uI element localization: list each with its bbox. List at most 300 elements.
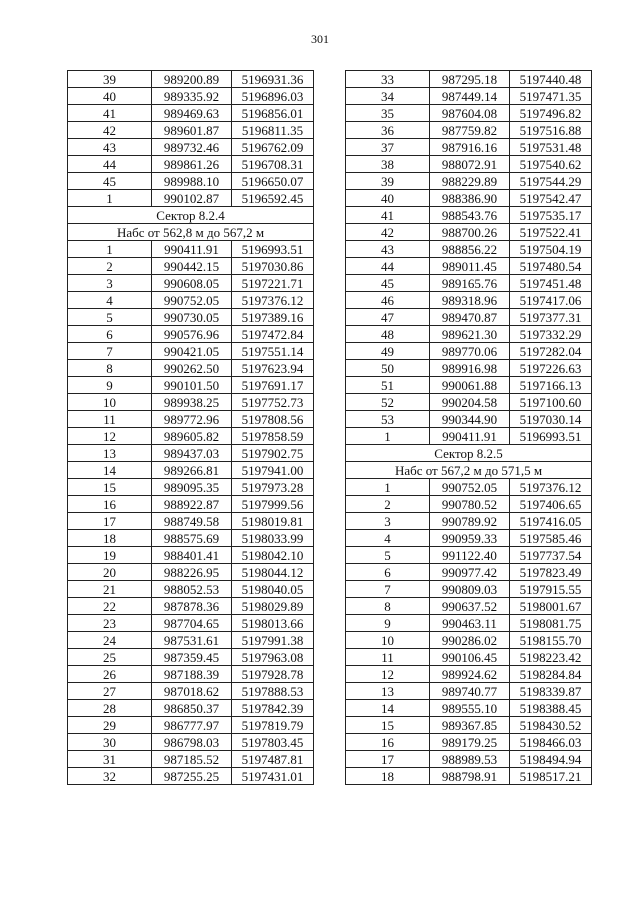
coordinate-y: 5197221.71 bbox=[232, 275, 314, 292]
coordinate-y: 5197504.19 bbox=[510, 241, 592, 258]
coordinate-x: 991122.40 bbox=[430, 547, 510, 564]
point-number: 41 bbox=[68, 105, 152, 122]
coordinate-y: 5197999.56 bbox=[232, 496, 314, 513]
point-number: 43 bbox=[68, 139, 152, 156]
coordinate-y: 5196762.09 bbox=[232, 139, 314, 156]
coordinate-y: 5197472.84 bbox=[232, 326, 314, 343]
coordinate-x: 990442.15 bbox=[152, 258, 232, 275]
coordinate-y: 5197752.73 bbox=[232, 394, 314, 411]
coordinate-y: 5197376.12 bbox=[232, 292, 314, 309]
coordinate-y: 5197691.17 bbox=[232, 377, 314, 394]
coordinate-x: 990421.05 bbox=[152, 343, 232, 360]
point-number: 3 bbox=[346, 513, 430, 530]
coordinate-y: 5198081.75 bbox=[510, 615, 592, 632]
section-header: Сектор 8.2.4 bbox=[68, 207, 314, 224]
table-row bbox=[68, 326, 314, 343]
table-row bbox=[346, 564, 592, 581]
coordinate-y: 5197544.29 bbox=[510, 173, 592, 190]
section-header-row bbox=[346, 462, 592, 479]
coordinate-x: 986850.37 bbox=[152, 700, 232, 717]
coordinate-x: 987018.62 bbox=[152, 683, 232, 700]
coordinate-y: 5197487.81 bbox=[232, 751, 314, 768]
table-row bbox=[346, 615, 592, 632]
coordinate-y: 5197928.78 bbox=[232, 666, 314, 683]
coordinate-y: 5197471.35 bbox=[510, 88, 592, 105]
point-number: 46 bbox=[346, 292, 430, 309]
coordinate-x: 987878.36 bbox=[152, 598, 232, 615]
point-number: 44 bbox=[68, 156, 152, 173]
point-number: 31 bbox=[68, 751, 152, 768]
coordinate-y: 5196931.36 bbox=[232, 71, 314, 88]
point-number: 19 bbox=[68, 547, 152, 564]
section-header-row bbox=[346, 445, 592, 462]
coordinate-x: 990344.90 bbox=[430, 411, 510, 428]
point-number: 4 bbox=[346, 530, 430, 547]
coordinate-x: 988543.76 bbox=[430, 207, 510, 224]
table-row bbox=[68, 581, 314, 598]
coordinate-x: 986777.97 bbox=[152, 717, 232, 734]
table-row bbox=[346, 751, 592, 768]
table-row bbox=[346, 275, 592, 292]
table-row bbox=[68, 88, 314, 105]
section-header-row bbox=[68, 224, 314, 241]
coordinate-x: 988229.89 bbox=[430, 173, 510, 190]
table-row bbox=[68, 547, 314, 564]
point-number: 7 bbox=[346, 581, 430, 598]
point-number: 16 bbox=[68, 496, 152, 513]
coordinate-x: 989601.87 bbox=[152, 122, 232, 139]
coordinate-y: 5197431.01 bbox=[232, 768, 314, 785]
coordinate-y: 5197540.62 bbox=[510, 156, 592, 173]
coordinate-x: 990463.11 bbox=[430, 615, 510, 632]
page-number: 301 bbox=[311, 32, 329, 46]
table-row bbox=[346, 326, 592, 343]
table-row bbox=[346, 411, 592, 428]
point-number: 11 bbox=[68, 411, 152, 428]
point-number: 18 bbox=[346, 768, 430, 785]
coordinate-x: 990106.45 bbox=[430, 649, 510, 666]
table-row bbox=[346, 258, 592, 275]
table-row bbox=[346, 292, 592, 309]
coordinate-x: 989179.25 bbox=[430, 734, 510, 751]
table-row bbox=[68, 343, 314, 360]
coordinate-x: 990262.50 bbox=[152, 360, 232, 377]
point-number: 30 bbox=[68, 734, 152, 751]
coordinate-x: 990730.05 bbox=[152, 309, 232, 326]
point-number: 53 bbox=[346, 411, 430, 428]
table-row bbox=[346, 207, 592, 224]
coordinate-y: 5198466.03 bbox=[510, 734, 592, 751]
coordinate-y: 5198223.42 bbox=[510, 649, 592, 666]
coordinate-x: 988798.91 bbox=[430, 768, 510, 785]
coordinate-x: 987759.82 bbox=[430, 122, 510, 139]
point-number: 21 bbox=[68, 581, 152, 598]
coordinate-y: 5197808.56 bbox=[232, 411, 314, 428]
coordinate-y: 5198494.94 bbox=[510, 751, 592, 768]
point-number: 50 bbox=[346, 360, 430, 377]
point-number: 35 bbox=[346, 105, 430, 122]
coordinate-x: 989988.10 bbox=[152, 173, 232, 190]
table-row bbox=[346, 190, 592, 207]
point-number: 9 bbox=[68, 377, 152, 394]
table-row bbox=[346, 224, 592, 241]
coordinate-x: 990061.88 bbox=[430, 377, 510, 394]
table-row bbox=[68, 462, 314, 479]
table-row bbox=[346, 649, 592, 666]
coordinate-y: 5198042.10 bbox=[232, 547, 314, 564]
table-row bbox=[68, 564, 314, 581]
coordinate-y: 5198019.81 bbox=[232, 513, 314, 530]
table-row bbox=[68, 513, 314, 530]
table-row bbox=[68, 768, 314, 785]
point-number: 6 bbox=[68, 326, 152, 343]
point-number: 5 bbox=[346, 547, 430, 564]
table-row bbox=[346, 139, 592, 156]
coordinate-y: 5197902.75 bbox=[232, 445, 314, 462]
coordinate-x: 988856.22 bbox=[430, 241, 510, 258]
table-row bbox=[346, 156, 592, 173]
point-number: 12 bbox=[68, 428, 152, 445]
table-row bbox=[346, 666, 592, 683]
coordinate-x: 990959.33 bbox=[430, 530, 510, 547]
point-number: 5 bbox=[68, 309, 152, 326]
coordinate-y: 5197376.12 bbox=[510, 479, 592, 496]
table-row bbox=[68, 479, 314, 496]
coordinate-y: 5198040.05 bbox=[232, 581, 314, 598]
coordinate-y: 5197516.88 bbox=[510, 122, 592, 139]
coordinate-x: 990809.03 bbox=[430, 581, 510, 598]
coordinate-y: 5197417.06 bbox=[510, 292, 592, 309]
table-row bbox=[68, 71, 314, 88]
point-number: 1 bbox=[68, 241, 152, 258]
coordinate-x: 986798.03 bbox=[152, 734, 232, 751]
table-row bbox=[346, 394, 592, 411]
table-row bbox=[68, 615, 314, 632]
coordinate-x: 989621.30 bbox=[430, 326, 510, 343]
coordinate-x: 989266.81 bbox=[152, 462, 232, 479]
table-row bbox=[68, 649, 314, 666]
point-number: 43 bbox=[346, 241, 430, 258]
point-number: 14 bbox=[68, 462, 152, 479]
table-row bbox=[68, 156, 314, 173]
point-number: 24 bbox=[68, 632, 152, 649]
coordinate-y: 5198001.67 bbox=[510, 598, 592, 615]
coordinate-x: 987704.65 bbox=[152, 615, 232, 632]
coordinate-y: 5197389.16 bbox=[232, 309, 314, 326]
table-row bbox=[346, 343, 592, 360]
coordinate-x: 990752.05 bbox=[152, 292, 232, 309]
coordinate-y: 5197973.28 bbox=[232, 479, 314, 496]
section-header: Сектор 8.2.5 bbox=[346, 445, 592, 462]
coordinate-x: 989335.92 bbox=[152, 88, 232, 105]
point-number: 11 bbox=[346, 649, 430, 666]
coordinate-y: 5196896.03 bbox=[232, 88, 314, 105]
coordinate-x: 989165.76 bbox=[430, 275, 510, 292]
coordinate-x: 988401.41 bbox=[152, 547, 232, 564]
table-row bbox=[346, 530, 592, 547]
coordinate-x: 989470.87 bbox=[430, 309, 510, 326]
coordinate-y: 5196811.35 bbox=[232, 122, 314, 139]
point-number: 8 bbox=[68, 360, 152, 377]
coordinate-y: 5198517.21 bbox=[510, 768, 592, 785]
point-number: 48 bbox=[346, 326, 430, 343]
table-row bbox=[68, 173, 314, 190]
point-number: 14 bbox=[346, 700, 430, 717]
point-number: 17 bbox=[346, 751, 430, 768]
table-row bbox=[68, 360, 314, 377]
coordinate-y: 5197842.39 bbox=[232, 700, 314, 717]
table-row bbox=[68, 683, 314, 700]
coordinate-y: 5197963.08 bbox=[232, 649, 314, 666]
coordinate-x: 988052.53 bbox=[152, 581, 232, 598]
coordinate-y: 5197030.86 bbox=[232, 258, 314, 275]
coordinate-y: 5197332.29 bbox=[510, 326, 592, 343]
coordinate-y: 5197496.82 bbox=[510, 105, 592, 122]
table-row bbox=[346, 496, 592, 513]
table-row bbox=[68, 428, 314, 445]
coordinate-y: 5197406.65 bbox=[510, 496, 592, 513]
point-number: 6 bbox=[346, 564, 430, 581]
coordinate-y: 5197226.63 bbox=[510, 360, 592, 377]
coordinate-x: 989437.03 bbox=[152, 445, 232, 462]
coordinate-y: 5197531.48 bbox=[510, 139, 592, 156]
table-row bbox=[68, 530, 314, 547]
point-number: 1 bbox=[346, 428, 430, 445]
coordinate-y: 5197941.00 bbox=[232, 462, 314, 479]
point-number: 36 bbox=[346, 122, 430, 139]
point-number: 40 bbox=[68, 88, 152, 105]
table-row bbox=[346, 683, 592, 700]
coordinate-x: 987449.14 bbox=[430, 88, 510, 105]
point-number: 38 bbox=[346, 156, 430, 173]
table-row bbox=[68, 751, 314, 768]
table-row bbox=[68, 598, 314, 615]
coordinate-y: 5198339.87 bbox=[510, 683, 592, 700]
point-number: 32 bbox=[68, 768, 152, 785]
point-number: 9 bbox=[346, 615, 430, 632]
coordinate-x: 989095.35 bbox=[152, 479, 232, 496]
section-header-row bbox=[68, 207, 314, 224]
coordinate-x: 990576.96 bbox=[152, 326, 232, 343]
coordinate-x: 989916.98 bbox=[430, 360, 510, 377]
coordinate-y: 5196856.01 bbox=[232, 105, 314, 122]
coordinate-y: 5198033.99 bbox=[232, 530, 314, 547]
coordinate-x: 989924.62 bbox=[430, 666, 510, 683]
coordinate-y: 5197480.54 bbox=[510, 258, 592, 275]
table-row bbox=[346, 598, 592, 615]
coordinate-y: 5197535.17 bbox=[510, 207, 592, 224]
coordinate-y: 5196993.51 bbox=[232, 241, 314, 258]
coordinate-y: 5197819.79 bbox=[232, 717, 314, 734]
table-row bbox=[68, 666, 314, 683]
coordinate-y: 5197416.05 bbox=[510, 513, 592, 530]
coordinate-x: 988749.58 bbox=[152, 513, 232, 530]
point-number: 16 bbox=[346, 734, 430, 751]
table-row bbox=[68, 700, 314, 717]
coordinate-x: 989772.96 bbox=[152, 411, 232, 428]
coordinate-x: 990977.42 bbox=[430, 564, 510, 581]
coordinate-x: 989011.45 bbox=[430, 258, 510, 275]
point-number: 26 bbox=[68, 666, 152, 683]
coordinate-x: 990102.87 bbox=[152, 190, 232, 207]
coordinate-x: 987295.18 bbox=[430, 71, 510, 88]
table-row bbox=[346, 632, 592, 649]
coordinate-x: 990411.91 bbox=[430, 428, 510, 445]
coordinate-x: 989469.63 bbox=[152, 105, 232, 122]
point-number: 13 bbox=[346, 683, 430, 700]
table-row bbox=[68, 139, 314, 156]
coordinate-y: 5197282.04 bbox=[510, 343, 592, 360]
point-number: 10 bbox=[68, 394, 152, 411]
coordinate-y: 5196993.51 bbox=[510, 428, 592, 445]
point-number: 28 bbox=[68, 700, 152, 717]
table-row bbox=[346, 88, 592, 105]
coordinate-y: 5198029.89 bbox=[232, 598, 314, 615]
coordinate-x: 990780.52 bbox=[430, 496, 510, 513]
coordinate-x: 988989.53 bbox=[430, 751, 510, 768]
coordinates-table-left bbox=[67, 70, 314, 785]
coordinate-y: 5197858.59 bbox=[232, 428, 314, 445]
point-number: 49 bbox=[346, 343, 430, 360]
coordinate-y: 5198284.84 bbox=[510, 666, 592, 683]
table-row bbox=[68, 309, 314, 326]
table-row bbox=[346, 122, 592, 139]
table-row bbox=[346, 173, 592, 190]
coordinate-x: 989367.85 bbox=[430, 717, 510, 734]
coordinate-x: 987916.16 bbox=[430, 139, 510, 156]
coordinate-x: 990411.91 bbox=[152, 241, 232, 258]
coordinate-x: 990637.52 bbox=[430, 598, 510, 615]
coordinate-x: 987255.25 bbox=[152, 768, 232, 785]
point-number: 39 bbox=[346, 173, 430, 190]
table-row bbox=[68, 105, 314, 122]
table-row bbox=[346, 513, 592, 530]
point-number: 18 bbox=[68, 530, 152, 547]
point-number: 45 bbox=[68, 173, 152, 190]
point-number: 37 bbox=[346, 139, 430, 156]
point-number: 42 bbox=[346, 224, 430, 241]
coordinate-x: 990789.92 bbox=[430, 513, 510, 530]
point-number: 4 bbox=[68, 292, 152, 309]
table-row bbox=[68, 496, 314, 513]
table-row bbox=[68, 258, 314, 275]
point-number: 40 bbox=[346, 190, 430, 207]
coordinate-y: 5197377.31 bbox=[510, 309, 592, 326]
coordinate-y: 5197440.48 bbox=[510, 71, 592, 88]
table-row bbox=[346, 700, 592, 717]
point-number: 7 bbox=[68, 343, 152, 360]
table-row bbox=[346, 71, 592, 88]
coordinate-y: 5196708.31 bbox=[232, 156, 314, 173]
section-header: Набс от 562,8 м до 567,2 м bbox=[68, 224, 314, 241]
coordinate-y: 5197823.49 bbox=[510, 564, 592, 581]
coordinate-x: 990204.58 bbox=[430, 394, 510, 411]
coordinate-x: 989732.46 bbox=[152, 139, 232, 156]
table-row bbox=[68, 122, 314, 139]
coordinate-y: 5197991.38 bbox=[232, 632, 314, 649]
coordinate-x: 989200.89 bbox=[152, 71, 232, 88]
point-number: 47 bbox=[346, 309, 430, 326]
coordinate-x: 989861.26 bbox=[152, 156, 232, 173]
coordinate-y: 5197803.45 bbox=[232, 734, 314, 751]
coordinate-x: 988700.26 bbox=[430, 224, 510, 241]
point-number: 23 bbox=[68, 615, 152, 632]
table-row bbox=[346, 581, 592, 598]
point-number: 33 bbox=[346, 71, 430, 88]
point-number: 12 bbox=[346, 666, 430, 683]
table-row bbox=[346, 547, 592, 564]
table-row bbox=[346, 309, 592, 326]
table-row bbox=[346, 360, 592, 377]
section-header: Набс от 567,2 м до 571,5 м bbox=[346, 462, 592, 479]
point-number: 3 bbox=[68, 275, 152, 292]
table-row bbox=[68, 411, 314, 428]
coordinate-x: 990752.05 bbox=[430, 479, 510, 496]
point-number: 15 bbox=[68, 479, 152, 496]
coordinate-x: 988226.95 bbox=[152, 564, 232, 581]
point-number: 51 bbox=[346, 377, 430, 394]
coordinate-y: 5197166.13 bbox=[510, 377, 592, 394]
table-row bbox=[68, 377, 314, 394]
point-number: 39 bbox=[68, 71, 152, 88]
point-number: 42 bbox=[68, 122, 152, 139]
table-row bbox=[68, 292, 314, 309]
coordinate-y: 5198013.66 bbox=[232, 615, 314, 632]
coordinate-x: 988386.90 bbox=[430, 190, 510, 207]
point-number: 29 bbox=[68, 717, 152, 734]
table-row bbox=[346, 479, 592, 496]
coordinate-x: 987604.08 bbox=[430, 105, 510, 122]
point-number: 13 bbox=[68, 445, 152, 462]
point-number: 15 bbox=[346, 717, 430, 734]
point-number: 34 bbox=[346, 88, 430, 105]
point-number: 17 bbox=[68, 513, 152, 530]
point-number: 2 bbox=[346, 496, 430, 513]
point-number: 20 bbox=[68, 564, 152, 581]
point-number: 8 bbox=[346, 598, 430, 615]
table-row bbox=[68, 275, 314, 292]
coordinate-x: 987188.39 bbox=[152, 666, 232, 683]
coordinate-y: 5197522.41 bbox=[510, 224, 592, 241]
coordinate-x: 987531.61 bbox=[152, 632, 232, 649]
coordinates-table-right bbox=[345, 70, 592, 785]
coordinate-x: 988072.91 bbox=[430, 156, 510, 173]
table-row bbox=[68, 394, 314, 411]
point-number: 1 bbox=[346, 479, 430, 496]
table-row bbox=[346, 717, 592, 734]
coordinate-x: 989740.77 bbox=[430, 683, 510, 700]
coordinate-x: 989770.06 bbox=[430, 343, 510, 360]
coordinate-y: 5197030.14 bbox=[510, 411, 592, 428]
table-row bbox=[68, 717, 314, 734]
table-row bbox=[346, 428, 592, 445]
coordinate-y: 5197100.60 bbox=[510, 394, 592, 411]
coordinate-x: 990101.50 bbox=[152, 377, 232, 394]
table-row bbox=[68, 445, 314, 462]
coordinate-y: 5197888.53 bbox=[232, 683, 314, 700]
point-number: 10 bbox=[346, 632, 430, 649]
coordinate-y: 5198388.45 bbox=[510, 700, 592, 717]
coordinate-y: 5197623.94 bbox=[232, 360, 314, 377]
coordinate-x: 989605.82 bbox=[152, 428, 232, 445]
coordinate-y: 5198044.12 bbox=[232, 564, 314, 581]
point-number: 52 bbox=[346, 394, 430, 411]
coordinate-y: 5197542.47 bbox=[510, 190, 592, 207]
point-number: 2 bbox=[68, 258, 152, 275]
coordinate-x: 987185.52 bbox=[152, 751, 232, 768]
table-row bbox=[346, 105, 592, 122]
coordinate-y: 5197585.46 bbox=[510, 530, 592, 547]
